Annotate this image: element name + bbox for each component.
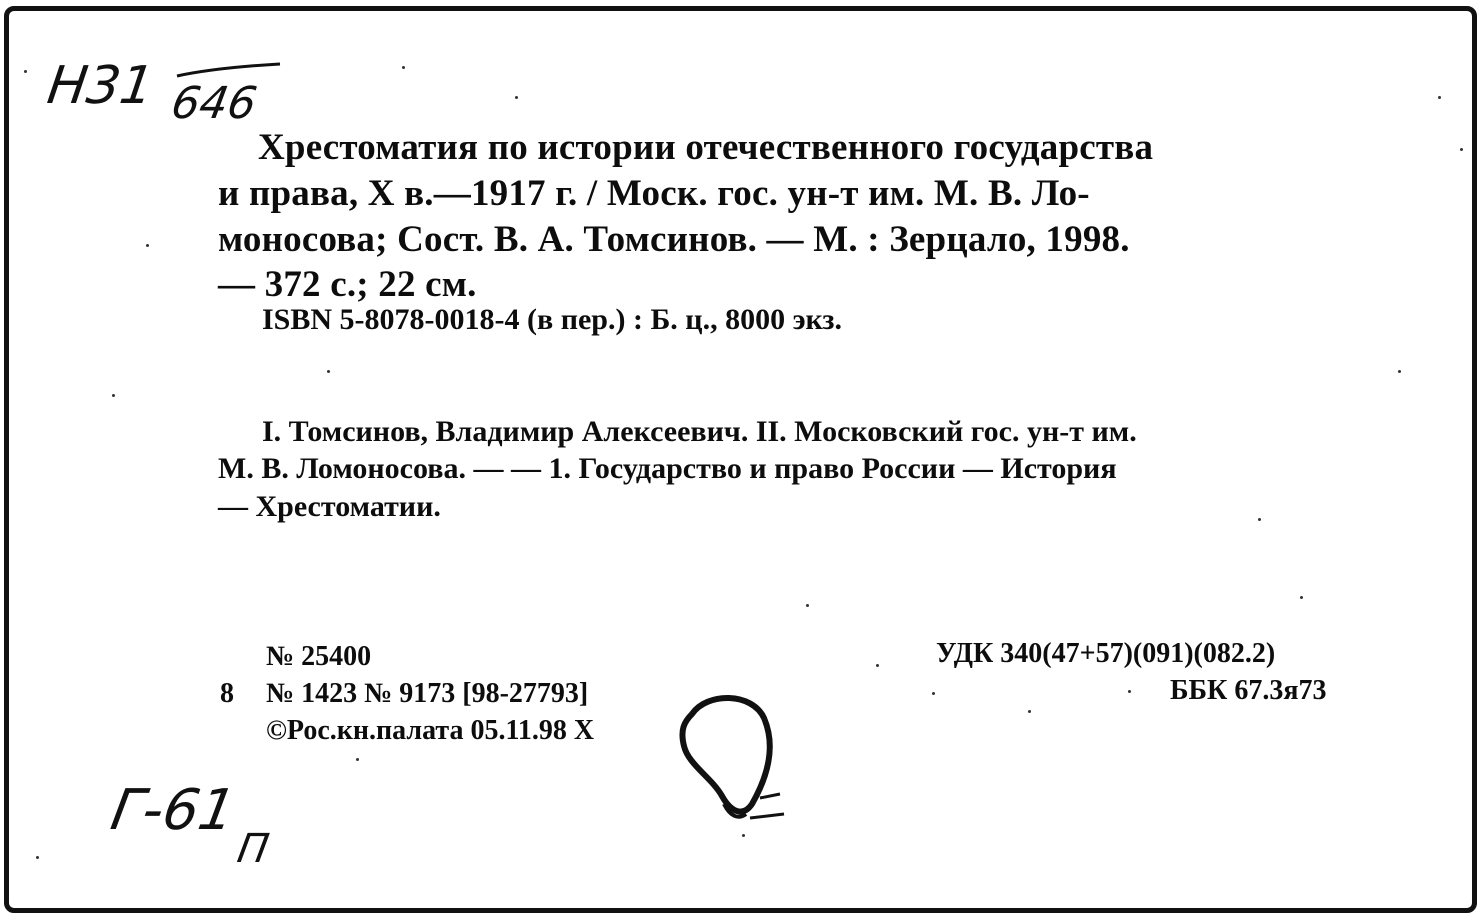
shelf-mark: Н31 [43,56,158,116]
scan-speckle [1438,96,1441,99]
shelf-mark-overline [175,60,285,80]
scan-speckle [515,96,518,99]
scan-speckle [1460,148,1463,151]
scan-speckle [876,664,879,667]
scan-speckle [146,244,149,247]
registration-numbers: № 1423 № 9173 [98-27793] [266,678,589,709]
scan-speckle [327,370,330,373]
scan-speckle [112,394,115,397]
tracing-line-1: I. Томсинов, Владимир Алексеевич. II. Московский гос. ун-т им. [262,415,1137,448]
handwritten-code: Г-61 [106,778,241,843]
description-line-1: Хрестоматия по истории отечественного государства [258,127,1154,168]
pen-loop-mark [672,686,802,836]
scan-speckle [1128,690,1131,693]
description-line-4: — 372 с.; 22 см. [218,264,477,305]
order-number: № 25400 [266,641,372,672]
scan-speckle [1028,710,1031,713]
tracing-line-2: М. В. Ломоносова. — — 1. Государство и право России — История [218,452,1117,485]
scan-speckle [932,692,935,695]
scan-speckle [402,66,405,69]
scan-speckle [356,758,359,761]
scan-speckle [36,856,39,859]
isbn-line: ISBN 5-8078-0018-4 (в пер.) : Б. ц., 8000 экз. [262,303,842,336]
description-line-3: моносова; Сост. В. А. Томсинов. — М. : Зерцало, 1998. [218,219,1130,260]
udc-code: УДК 340(47+57)(091)(082.2) [936,638,1276,669]
scan-speckle [806,604,809,607]
description-line-2: и права, X в.—1917 г. / Моск. гос. ун-т им. М. В. Ло- [218,173,1090,214]
handwritten-code-sub: П [233,826,273,872]
scan-speckle [1398,370,1401,373]
bbk-code: ББК 67.3я73 [1170,675,1327,706]
scan-speckle [742,834,745,837]
lead-digit: 8 [220,678,234,709]
scan-speckle [1300,596,1303,599]
book-chamber-line: ©Рос.кн.палата 05.11.98 Х [266,715,595,746]
tracing-line-3: — Хрестоматии. [218,490,441,523]
scan-speckle [1258,518,1261,521]
shelf-mark-number: 646 [167,78,261,129]
scan-speckle [24,70,27,73]
